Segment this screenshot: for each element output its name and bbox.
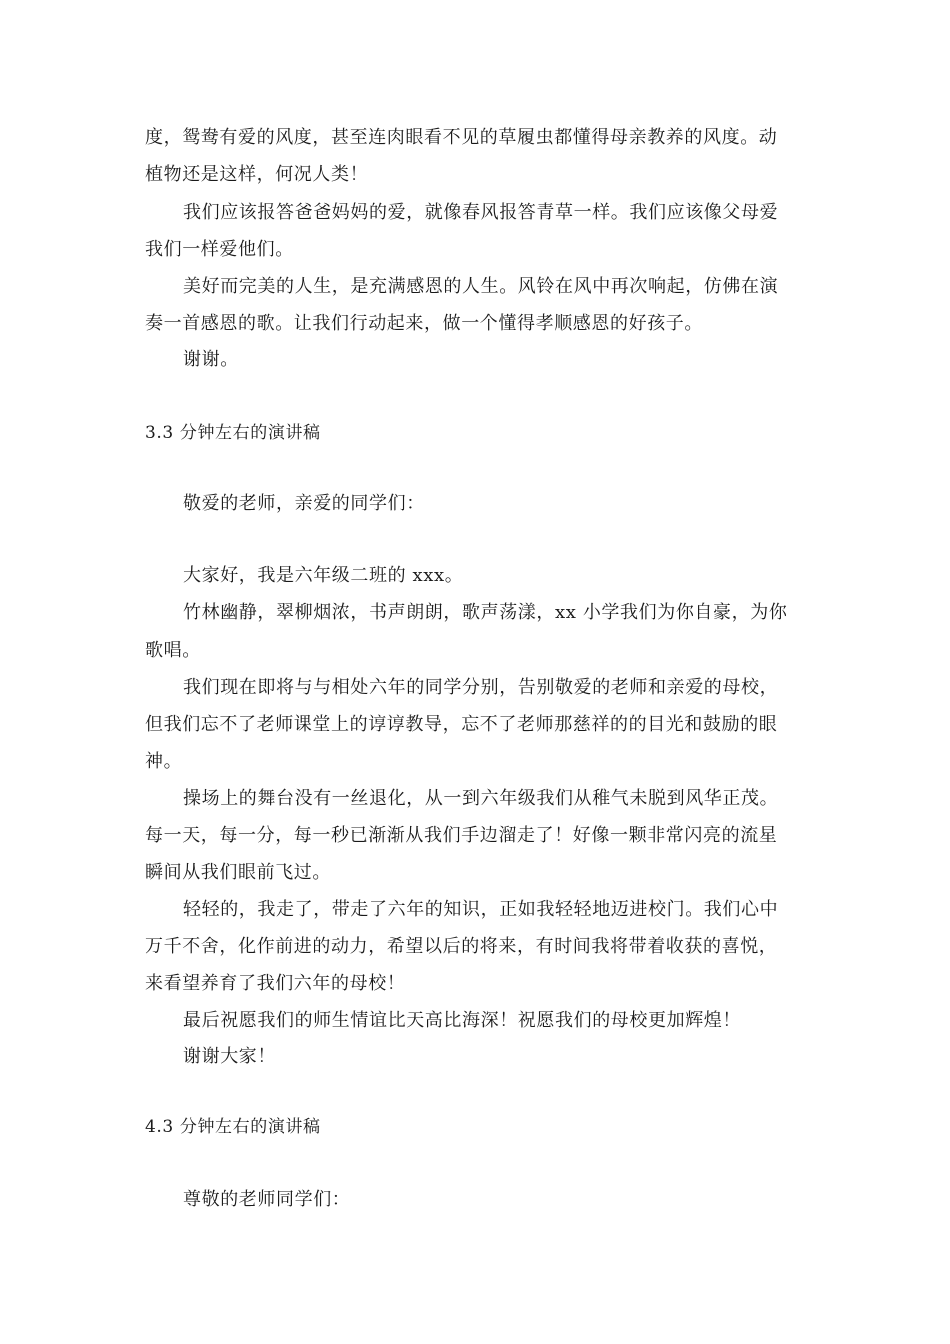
- salutation: 尊敬的老师同学们：: [183, 1189, 351, 1210]
- paragraph-line: 我们现在即将与与相处六年的同学分别，告别敬爱的老师和亲爱的母校，: [183, 677, 779, 698]
- paragraph-line: 但我们忘不了老师课堂上的谆谆教导，忘不了老师那慈祥的的目光和鼓励的眼: [145, 714, 778, 735]
- paragraph-line: 轻轻的，我走了，带走了六年的知识，正如我轻轻地迈进校门。我们心中: [183, 899, 779, 920]
- paragraph-line: 最后祝愿我们的师生情谊比天高比海深！祝愿我们的母校更加辉煌！: [183, 1010, 741, 1031]
- paragraph-line: 度，鸳鸯有爱的风度，甚至连肉眼看不见的草履虫都懂得母亲教养的风度。动: [145, 127, 778, 148]
- section-heading: 4.3 分钟左右的演讲稿: [145, 1117, 321, 1137]
- paragraph-line: 万千不舍，化作前进的动力，希望以后的将来，有时间我将带着收获的喜悦，: [145, 936, 778, 957]
- paragraph-line: 来看望养育了我们六年的母校！: [145, 973, 406, 994]
- paragraph-line: 每一天，每一分，每一秒已渐渐从我们手边溜走了！好像一颗非常闪亮的流星: [145, 825, 778, 846]
- paragraph-line: 谢谢。: [183, 349, 239, 370]
- paragraph-line: 大家好，我是六年级二班的 xxx。: [183, 565, 464, 586]
- paragraph-line: 歌唱。: [145, 640, 201, 661]
- paragraph-line: 奏一首感恩的歌。让我们行动起来，做一个懂得孝顺感恩的好孩子。: [145, 313, 703, 334]
- paragraph-line: 美好而完美的人生，是充满感恩的人生。风铃在风中再次响起，仿佛在演: [183, 276, 779, 297]
- section-heading: 3.3 分钟左右的演讲稿: [145, 423, 321, 443]
- paragraph-line: 竹林幽静，翠柳烟浓，书声朗朗，歌声荡漾，xx 小学我们为你自豪，为你: [183, 602, 788, 623]
- paragraph-line: 谢谢大家！: [183, 1046, 276, 1067]
- salutation: 敬爱的老师，亲爱的同学们：: [183, 493, 425, 514]
- paragraph-line: 神。: [145, 751, 183, 772]
- paragraph-line: 操场上的舞台没有一丝退化，从一到六年级我们从稚气未脱到风华正茂。: [183, 788, 779, 809]
- paragraph-line: 我们一样爱他们。: [145, 239, 294, 260]
- paragraph-line: 植物还是这样，何况人类！: [145, 164, 369, 185]
- paragraph-line: 我们应该报答爸爸妈妈的爱，就像春风报答青草一样。我们应该像父母爱: [183, 202, 779, 223]
- paragraph-line: 瞬间从我们眼前飞过。: [145, 862, 331, 883]
